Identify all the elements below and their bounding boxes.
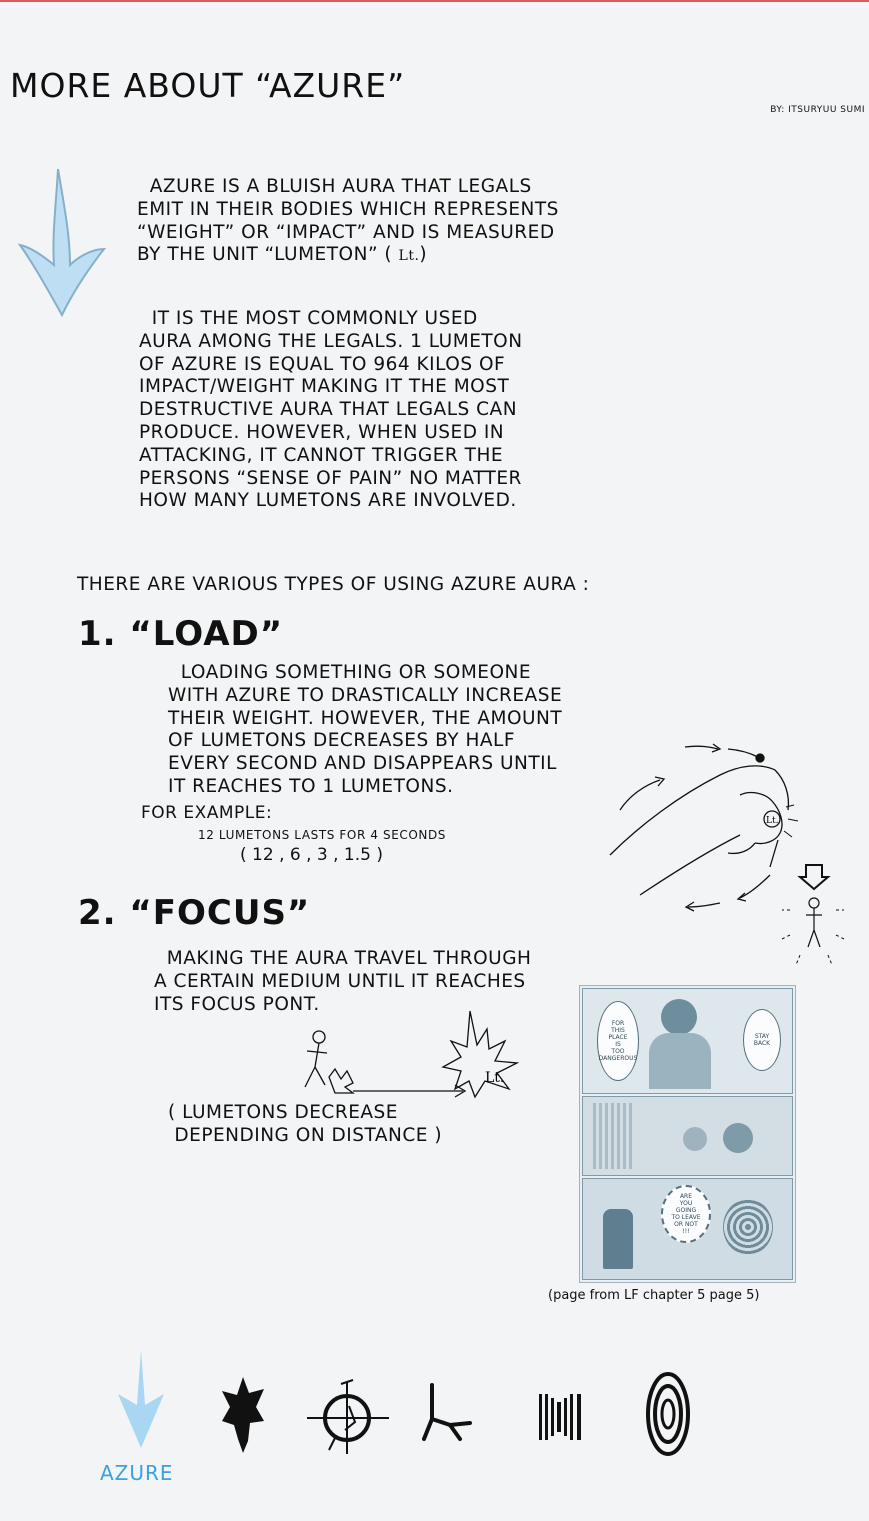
star-burst-icon[interactable] bbox=[222, 1377, 264, 1453]
branch-icon[interactable] bbox=[420, 1383, 476, 1443]
manga-panel-2 bbox=[582, 1096, 793, 1176]
byline: BY: ITSURYUU SUMI bbox=[770, 105, 865, 115]
close-paren: ) bbox=[419, 244, 428, 266]
rock-figure bbox=[723, 1199, 773, 1255]
unit-symbol: Lt. bbox=[398, 248, 420, 265]
focus-line: ITS FOCUS PONT. bbox=[154, 993, 320, 1015]
page-title: MORE ABOUT “AZURE” bbox=[10, 66, 406, 105]
ripple-icon[interactable] bbox=[646, 1372, 690, 1456]
load-line: THEIR WEIGHT. HOWEVER, THE AMOUNT bbox=[168, 707, 563, 729]
intro-line: “WEIGHT” OR “IMPACT” AND IS MEASURED bbox=[137, 221, 555, 243]
character-head bbox=[723, 1123, 753, 1153]
focus-line: A CERTAIN MEDIUM UNTIL IT REACHES bbox=[154, 970, 526, 992]
intro-line: BY THE UNIT “LUMETON” ( bbox=[137, 244, 399, 266]
load-line: IT REACHES TO 1 LUMETONS. bbox=[168, 775, 454, 797]
focus-diagram bbox=[295, 1005, 535, 1100]
types-intro: THERE ARE VARIOUS TYPES OF USING AZURE AURA : bbox=[77, 574, 590, 595]
load-line: OF LUMETONS DECREASES BY HALF bbox=[168, 730, 515, 752]
bars-icon[interactable] bbox=[537, 1390, 585, 1444]
panel-texture bbox=[593, 1103, 633, 1169]
detail-line: IMPACT/WEIGHT MAKING IT THE MOST bbox=[139, 376, 510, 398]
focus-note bbox=[168, 1102, 442, 1148]
example-label: FOR EXAMPLE: bbox=[141, 803, 273, 823]
crosshair-icon[interactable] bbox=[305, 1378, 391, 1458]
intro-paragraph bbox=[137, 176, 559, 268]
manga-panel-1 bbox=[582, 988, 793, 1094]
load-line: LOADING SOMETHING OR SOMEONE bbox=[168, 662, 532, 683]
example-line: 12 LUMETONS LASTS FOR 4 SECONDS bbox=[198, 828, 447, 842]
detail-line: DESTRUCTIVE AURA THAT LEGALS CAN bbox=[139, 399, 518, 421]
load-line: EVERY SECOND AND DISAPPEARS UNTIL bbox=[168, 753, 557, 775]
detail-line: AURA AMONG THE LEGALS. 1 LUMETON bbox=[139, 330, 523, 352]
manga-panel-3 bbox=[582, 1178, 793, 1280]
focus-heading: 2. “FOCUS” bbox=[78, 893, 311, 933]
footer-selected-label: AZURE bbox=[100, 1461, 174, 1485]
detail-paragraph bbox=[139, 308, 523, 513]
detail-line: ATTACKING, IT CANNOT TRIGGER THE bbox=[139, 444, 504, 466]
focus-line: MAKING THE AURA TRAVEL THROUGH bbox=[154, 948, 532, 969]
load-diagram-unit: Lt. bbox=[766, 816, 779, 826]
speech-bubble: ARE YOU GOING TO LEAVE OR NOT !!! bbox=[661, 1185, 711, 1243]
load-hand-diagram bbox=[600, 735, 860, 985]
load-line: WITH AZURE TO DRASTICALLY INCREASE bbox=[168, 684, 563, 706]
azure-arrow-illustration bbox=[12, 165, 112, 325]
focus-diagram-unit: Lt. bbox=[485, 1070, 505, 1086]
manga-caption: (page from LF chapter 5 page 5) bbox=[548, 1288, 760, 1303]
azure-arrow-icon[interactable] bbox=[112, 1350, 170, 1450]
note-line: ( LUMETONS DECREASE bbox=[168, 1102, 398, 1123]
manga-page-excerpt bbox=[579, 985, 796, 1283]
character-body bbox=[649, 1033, 711, 1089]
example-sequence: ( 12 , 6 , 3 , 1.5 ) bbox=[240, 845, 384, 865]
top-border bbox=[0, 0, 869, 2]
character-head bbox=[661, 999, 697, 1035]
load-paragraph bbox=[168, 662, 562, 799]
speech-bubble: STAY BACK bbox=[743, 1009, 781, 1071]
detail-line: HOW MANY LUMETONS ARE INVOLVED. bbox=[139, 490, 517, 512]
character-figure bbox=[603, 1209, 633, 1269]
note-line: DEPENDING ON DISTANCE ) bbox=[168, 1124, 443, 1146]
detail-line: IT IS THE MOST COMMONLY USED bbox=[139, 308, 478, 329]
detail-line: OF AZURE IS EQUAL TO 964 KILOS OF bbox=[139, 353, 506, 375]
intro-line: EMIT IN THEIR BODIES WHICH REPRESENTS bbox=[137, 198, 559, 220]
detail-line: PRODUCE. HOWEVER, WHEN USED IN bbox=[139, 421, 505, 443]
detail-line: PERSONS “SENSE OF PAIN” NO MATTER bbox=[139, 467, 522, 489]
speech-bubble: FOR THIS PLACE IS TOO DANGEROUS bbox=[597, 1001, 639, 1081]
load-heading: 1. “LOAD” bbox=[78, 614, 284, 654]
intro-line: AZURE IS A BLUISH AURA THAT LEGALS bbox=[137, 176, 532, 197]
character-head bbox=[683, 1127, 707, 1151]
